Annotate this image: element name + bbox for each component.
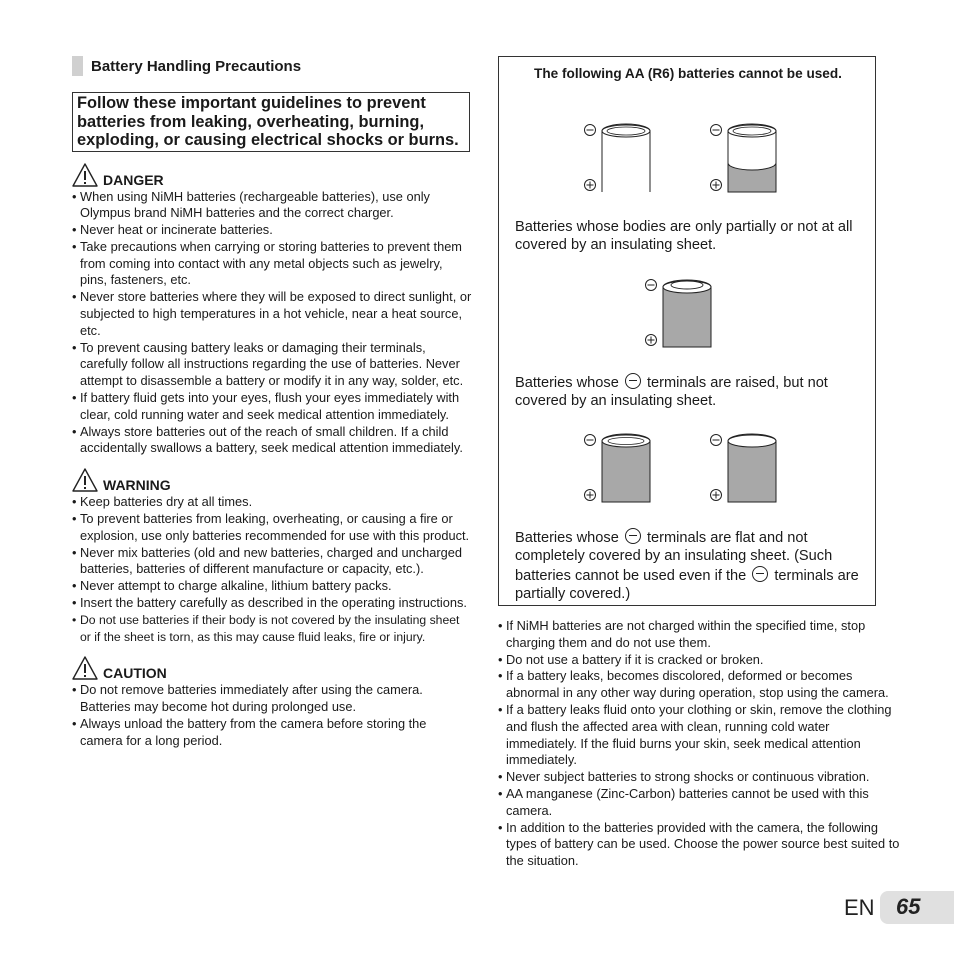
list-item: • Never store batteries where they will be exposed to direct sunlight, or subjected to high temperatures in a hot vehicle, near a heat source, etc. [72, 289, 472, 339]
list-item: • If NiMH batteries are not charged within the specified time, stop charging them and do not use them. [498, 618, 900, 652]
caption-text: terminals are flat and not completely covered by an insulating sheet. (Such batteries cannot be used even if the [515, 530, 833, 584]
warning-list [72, 494, 472, 645]
caption-text: terminals are partially covered.) [515, 567, 859, 603]
warning-triangle-icon [72, 468, 98, 492]
list-item: • Never heat or incinerate batteries. [72, 222, 472, 239]
battery-flat-terminal-illustration [709, 431, 779, 503]
right-precautions-list [498, 618, 900, 870]
list-item: • Take precautions when carrying or storing batteries to prevent them from coming into contact with any metal objects such as jewelry, pins, fasteners, etc. [72, 239, 472, 289]
left-column [72, 56, 472, 750]
unusable-batteries-frame [498, 56, 876, 606]
language-label: EN [844, 895, 875, 920]
danger-label: DANGER [103, 171, 164, 188]
warning-label: WARNING [103, 477, 171, 494]
page-number: 65 [896, 894, 921, 919]
list-item: • Always store batteries out of the reach of small children. If a child accidentally swallows a battery, seek medical attention immediately. [72, 424, 472, 458]
battery-flat-terminal-illustration [583, 431, 653, 503]
danger-header [72, 163, 472, 189]
list-item: • AA manganese (Zinc-Carbon) batteries cannot be used with this camera. [498, 786, 900, 820]
caption-raised-terminal [515, 373, 867, 411]
list-item: • Insert the battery carefully as described in the operating instructions. [72, 595, 472, 612]
caption-flat-terminal [515, 528, 867, 604]
warning-triangle-icon [72, 656, 98, 680]
list-item: • Always unload the battery from the camera before storing the camera for a long period. [72, 716, 472, 750]
battery-uncovered-illustration [583, 121, 653, 193]
caption-text: Batteries whose [515, 530, 619, 546]
caption-text: terminals are raised, but not covered by an insulating sheet. [515, 375, 828, 410]
caution-header [72, 656, 472, 682]
list-item: • Do not remove batteries immediately after using the camera. Batteries may become hot during prolonged use. [72, 682, 472, 716]
key-line: exploding, or causing electrical shocks or burns. [77, 131, 459, 149]
battery-raised-terminal-illustration [644, 276, 714, 348]
list-item: • Never mix batteries (old and new batteries, charged and uncharged batteries, batteries of different manufacture or capacity, etc.). [72, 545, 472, 579]
caution-label: CAUTION [103, 665, 167, 682]
negative-terminal-icon [625, 528, 641, 544]
list-item: • Do not use a battery if it is cracked or broken. [498, 652, 900, 669]
list-item: • If a battery leaks, becomes discolored, deformed or becomes abnormal in any other way during operation, stop using the camera. [498, 668, 900, 702]
list-item: • Do not use batteries if their body is not covered by the insulating sheet or if the sheet is torn, as this may cause fluid leaks, fire or injury. [72, 612, 472, 646]
key-line: batteries from leaking, overheating, burning, [77, 112, 424, 131]
negative-terminal-icon [752, 566, 768, 582]
caption-text: Batteries whose [515, 375, 619, 391]
frame-title: The following AA (R6) batteries cannot be used. [534, 66, 842, 81]
list-item: • Never attempt to charge alkaline, lithium battery packs. [72, 578, 472, 595]
list-item: • To prevent causing battery leaks or damaging their terminals, carefully follow all instructions regarding the use of batteries. Never attempt to disassemble a battery or modify it in any way, solder, etc. [72, 340, 472, 390]
danger-list [72, 189, 472, 458]
list-item: • Keep batteries dry at all times. [72, 494, 472, 511]
section-title: Battery Handling Precautions [91, 58, 302, 75]
list-item: • In addition to the batteries provided with the camera, the following types of battery can be used. Choose the power source best suited to the situation. [498, 820, 900, 870]
warning-triangle-icon [72, 163, 98, 187]
section-header [72, 56, 472, 78]
warning-header [72, 468, 472, 494]
list-item: • If a battery leaks fluid onto your clothing or skin, remove the clothing and flush the affected area with clean, running cold water immediately. If the fluid burns your skin, seek medical attention immediately. [498, 702, 900, 769]
section-marker [72, 56, 83, 76]
key-line: Follow these important guidelines to prevent [77, 94, 426, 112]
list-item: • To prevent batteries from leaking, overheating, or causing a fire or explosion, use only batteries recommended for use with this product. [72, 511, 472, 545]
right-column [498, 56, 900, 869]
list-item: • When using NiMH batteries (rechargeable batteries), use only Olympus brand NiMH batteries and the correct charger. [72, 189, 472, 223]
battery-partially-covered-illustration [709, 121, 779, 193]
list-item: • Never subject batteries to strong shocks or continuous vibration. [498, 769, 900, 786]
key-guideline-box [72, 92, 470, 152]
list-item: • If battery fluid gets into your eyes, flush your eyes immediately with clear, cold running water and seek medical attention immediately. [72, 390, 472, 424]
caution-list [72, 682, 472, 749]
negative-terminal-icon [625, 373, 641, 389]
caption-uncovered: Batteries whose bodies are only partially or not at all covered by an insulating sheet. [515, 219, 853, 254]
